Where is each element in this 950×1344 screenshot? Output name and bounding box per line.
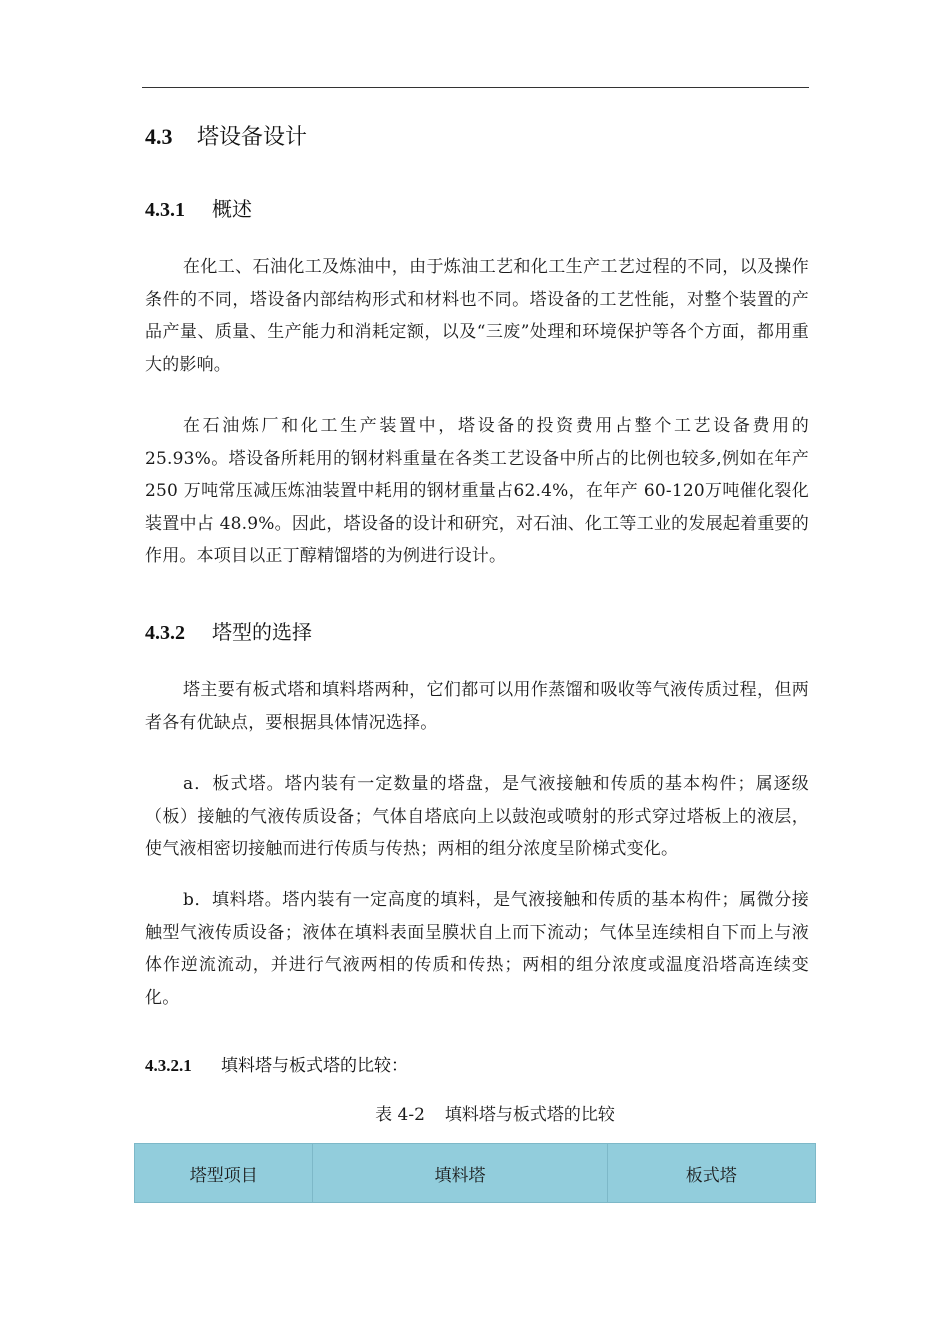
section-title: 塔设备设计 (197, 125, 308, 150)
section-number: 4.3 (145, 124, 173, 149)
paragraph-overview-2: 在石油炼厂和化工生产装置中，塔设备的投资费用占整个工艺设备费用的25.93%。塔设备所耗用的钢材料重量在各类工艺设备中所占的比例也较多,例如在年产 250 万吨常压减压炼油装置中耗用的钢材重量占62.4%，在年产 60-120万吨催化裂化装置中占 48.9%。因此，塔设备的设计和研究，对石油、化工等工业的发展起着重要的作用。本项目以正丁醇精馏塔的为例进行设计。 (145, 416, 809, 566)
table-header-item: 塔型项目 (135, 1144, 313, 1203)
subsection-heading-overview (145, 193, 252, 222)
paragraph-packed-tower: b．填料塔。塔内装有一定高度的填料，是气液接触和传质的基本构件；属微分接触型气液传质设备；液体在填料表面呈膜状自上而下流动；气体呈连续相自下而上与液体作逆流流动，并进行气液两相的传质和传热；两相的组分浓度或温度沿塔高连续变化。 (145, 890, 809, 1008)
table-header-plate: 板式塔 (607, 1144, 815, 1203)
subsection-title: 概述 (212, 197, 252, 221)
comparison-table (134, 1143, 816, 1203)
paragraph-plate-tower: a．板式塔。塔内装有一定数量的塔盘，是气液接触和传质的基本构件；属逐级（板）接触的气液传质设备；气体自塔底向上以鼓泡或喷射的形式穿过塔板上的液层，使气液相密切接触而进行传质与传热；两相的组分浓度呈阶梯式变化。 (145, 774, 809, 859)
subsubsection-heading (145, 1051, 408, 1076)
section-heading (145, 120, 307, 151)
table-header-row (135, 1144, 816, 1203)
subsection-number: 4.3.2 (145, 622, 185, 644)
table-caption-number: 表 4-2 (375, 1105, 425, 1125)
table-header-packed: 填料塔 (313, 1144, 607, 1203)
paragraph-selection-intro: 塔主要有板式塔和填料塔两种，它们都可以用作蒸馏和吸收等气液传质过程，但两者各有优缺点，要根据具体情况选择。 (145, 680, 809, 733)
subsubsection-number: 4.3.2.1 (145, 1056, 192, 1075)
table-caption-title: 填料塔与板式塔的比较 (444, 1105, 615, 1125)
subsection-number: 4.3.1 (145, 199, 185, 221)
table-caption (0, 1100, 950, 1125)
header-rule (142, 87, 809, 88)
subsection-title: 塔型的选择 (212, 620, 312, 644)
subsubsection-title: 填料塔与板式塔的比较： (221, 1056, 408, 1076)
subsection-heading-tower-selection (145, 616, 312, 645)
paragraph-overview-1: 在化工、石油化工及炼油中，由于炼油工艺和化工生产工艺过程的不同，以及操作条件的不同，塔设备内部结构形式和材料也不同。塔设备的工艺性能，对整个装置的产品产量、质量、生产能力和消耗定额，以及“三废”处理和环境保护等各个方面，都用重大的影响。 (145, 257, 809, 375)
